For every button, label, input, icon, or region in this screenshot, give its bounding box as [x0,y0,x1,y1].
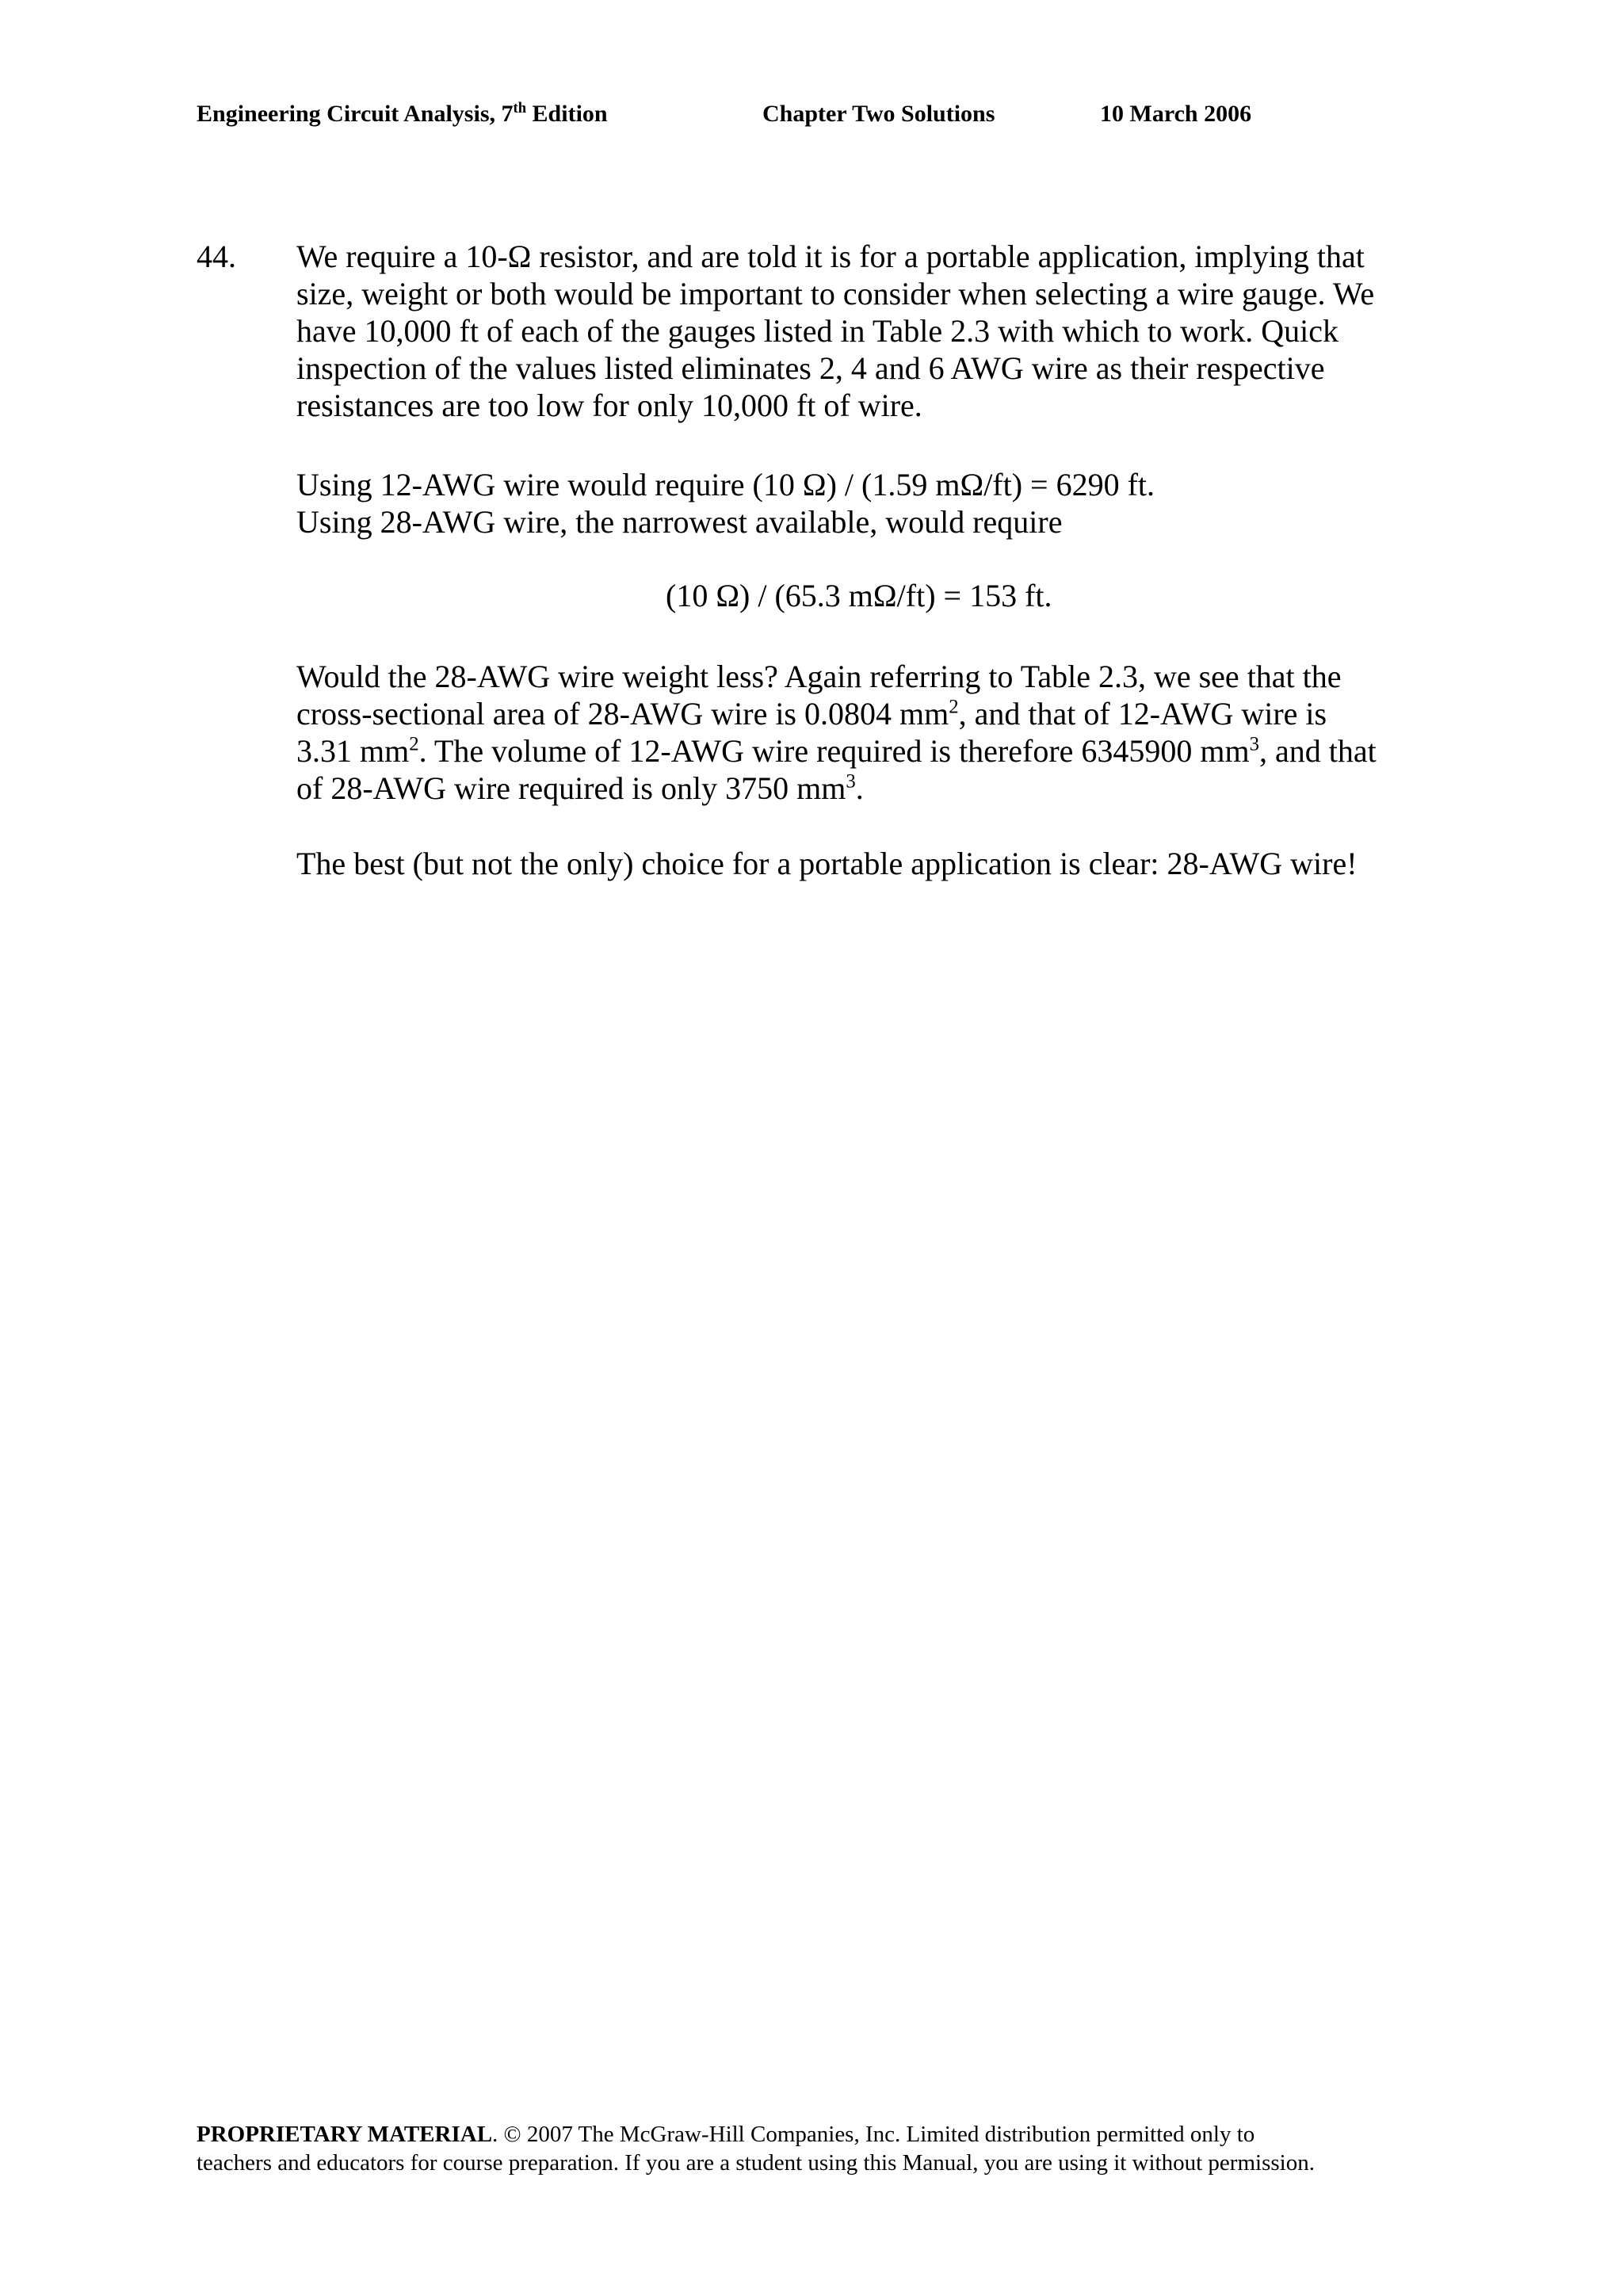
text-line: cross-sectional area of 28-AWG wire is 0.0804 $mm^2$, and that of 12-AWG wire is [296,696,1327,732]
proprietary-label: PROPRIETARY MATERIAL [197,2122,493,2147]
text-line: size, weight or both would be important to consider when selecting a wire gauge. We [296,276,1375,311]
paragraph-calculations [296,466,1155,541]
header-date: 10 March 2006 [1100,101,1252,127]
footer-line: PROPRIETARY MATERIAL. © 2007 The McGraw-Hill Companies, Inc. Limited distribution permitted only to [197,2122,1255,2147]
paragraph-intro [296,238,1374,424]
book-title: Engineering Circuit Analysis, 7th Edition [197,100,608,127]
text-line: The best (but not the only) choice for a portable application is clear: 28-AWG wire! [296,846,1358,881]
edition-superscript: th [513,100,527,117]
footer-line: teachers and educators for course preparation. If you are a student using this Manual, you are using it without permission. [197,2150,1315,2176]
paragraph-weight [296,658,1377,807]
text-line: We require a 10-Ω resistor, and are told it is for a portable application, implying that [296,239,1365,274]
paragraph-conclusion [296,845,1358,882]
problem-number: 44. [197,239,236,274]
text-line: 3.31 $mm^2$. The volume of 12-AWG wire required is therefore 6345900 $mm^3$, and that [296,733,1377,769]
text-line: Using 12-AWG wire would require (10 Ω) / (1.59 mΩ/ft) = 6290 ft. [296,467,1155,502]
text-line: have 10,000 ft of each of the gauges listed in Table 2.3 with which to work. Quick [296,313,1339,349]
page-header [197,97,1433,132]
text-line: inspection of the values listed eliminates 2, 4 and 6 AWG wire as their respective [296,350,1325,386]
text-line: of 28-AWG wire required is only 3750 $mm^3$. [296,770,864,806]
text-line: Would the 28-AWG wire weight less? Again referring to Table 2.3, we see that the [296,659,1342,694]
equation: (10 Ω) / (65.3 mΩ/ft) = 153 ft. [666,578,1052,613]
text-line: Using 28-AWG wire, the narrowest available, would require [296,504,1063,540]
chapter-title: Chapter Two Solutions [762,101,995,127]
text-line: resistances are too low for only 10,000 ft of wire. [296,388,922,423]
page-footer [197,2120,1433,2177]
